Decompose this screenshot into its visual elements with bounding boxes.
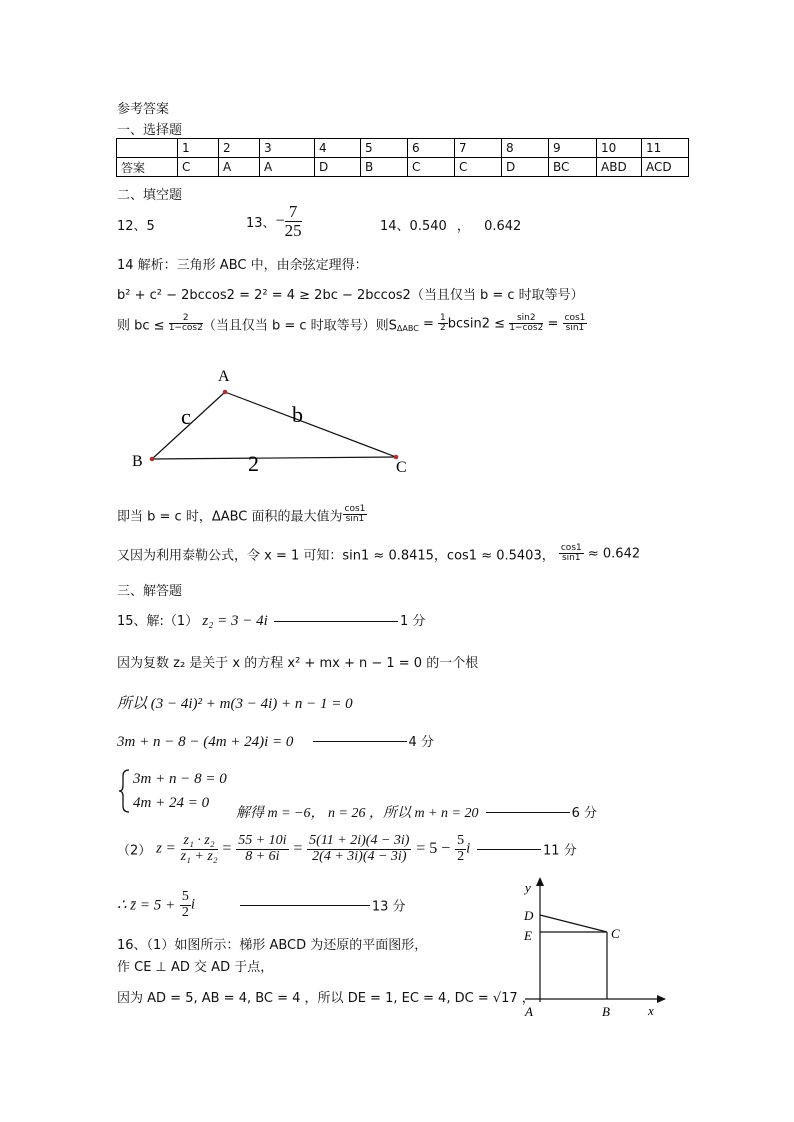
eq2-part-c: = <box>418 316 438 332</box>
fraction-numerator: 5(11 + 2i)(4 − 3i) <box>309 833 410 848</box>
eq2-fraction-4 <box>563 314 588 334</box>
eq2-part-e: = <box>547 316 559 332</box>
q14-equation-1: b² + c² − 2bccos2 = 2² = 4 ≥ 2bc − 2bccos2（当且仅当 b = c 时取等号） <box>117 288 584 303</box>
q14-taylor <box>117 544 640 564</box>
fraction-denominator: 1−cos2 <box>168 323 203 334</box>
y-axis-label: y <box>525 880 531 895</box>
table-cell: 6 <box>408 139 455 158</box>
fraction-denominator: sin1 <box>561 553 581 564</box>
table-cell: 5 <box>361 139 408 158</box>
table-cell: 10 <box>597 139 642 158</box>
eq2-part-b: （当且仅当 b = c 时取等号）则S <box>202 318 397 334</box>
score-dash <box>477 849 541 850</box>
q15-score-1: 1 分 <box>399 614 426 629</box>
q13-answer <box>246 203 302 240</box>
fraction-denominator: 2 <box>439 323 446 334</box>
fraction-denominator: 25 <box>284 220 302 240</box>
q14-conclusion <box>117 505 367 525</box>
segment-dc <box>540 915 607 932</box>
table-cell: C <box>178 158 219 177</box>
fraction-numerator: 2 <box>169 314 203 324</box>
table-cell: A <box>260 158 315 177</box>
fraction-numerator: 7 <box>285 203 302 222</box>
q14-answer <box>380 215 521 234</box>
table-cell: D <box>502 158 549 177</box>
point-d-label: D <box>524 908 534 923</box>
q15-part-2 <box>117 834 577 864</box>
table-row-label: 答案 <box>117 158 178 177</box>
x-axis-label: x <box>648 1003 654 1018</box>
equals-sign: = <box>222 840 232 858</box>
q15-fraction-4 <box>455 834 466 864</box>
fraction-numerator: cos1 <box>344 504 366 514</box>
vertex-b-dot <box>150 457 155 462</box>
fraction-denominator: 2 <box>457 848 465 864</box>
table-cell: 1 <box>178 139 219 158</box>
taylor-text: 又因为利用泰勒公式，令 x = 1 可知：sin1 ≈ 0.8415，cos1 ≈ 0.5403， <box>117 548 555 564</box>
eq2-fraction-1 <box>169 314 203 334</box>
table-cell: 7 <box>455 139 502 158</box>
taylor-result: ≈ 0.642 <box>587 546 641 562</box>
section-heading-fill: 二、填空题 <box>117 188 183 203</box>
fraction-numerator: cos1 <box>560 543 582 553</box>
q15-fraction-1 <box>181 834 218 864</box>
score-dash <box>313 741 407 742</box>
table-cell: BC <box>549 158 597 177</box>
side-b-label: b <box>292 402 303 427</box>
q15-fraction-2 <box>236 834 288 864</box>
q15-line-3: 所以 (3 − 4i)² + m(3 − 4i) + n − 1 = 0 <box>117 696 353 712</box>
q13-sign: − <box>275 212 285 230</box>
fraction-numerator: sin2 <box>509 314 543 324</box>
q16-line-3: 因为 AD = 5, AB = 4, BC = 4 ，所以 DE = 1, EC = 4, DC = √17 ， <box>117 991 535 1006</box>
q15-score-6: 6 分 <box>571 806 597 821</box>
q15-conj-fraction <box>180 890 191 920</box>
q15-intro: 15、解:（1） <box>117 614 199 629</box>
taylor-fraction <box>559 544 584 564</box>
q15-fraction-3 <box>307 834 411 864</box>
table-cell: B <box>361 158 408 177</box>
eq2-part-a: 则 bc ≤ <box>117 318 165 334</box>
point-a-label: A <box>525 1004 533 1019</box>
q15-result-text: = 5 − <box>416 840 451 858</box>
point-c-label: C <box>611 926 620 941</box>
left-brace-icon <box>118 768 132 814</box>
table-cell: 4 <box>315 139 361 158</box>
q15-z2: z₂ = 3 − 4i <box>202 613 268 629</box>
imaginary-unit: i <box>190 896 196 913</box>
q14-equation-2 <box>117 314 587 334</box>
fraction-numerator: z₁ · z₂ <box>181 834 218 850</box>
q15-solution <box>236 802 597 822</box>
table-cell: ACD <box>642 158 689 177</box>
table-cell: C <box>455 158 502 177</box>
fraction-numerator: 5 <box>457 833 465 848</box>
table-cell: C <box>408 158 455 177</box>
vertex-a-dot <box>223 390 228 395</box>
eq2-subscript: ΔABC <box>396 324 419 334</box>
q15-conj-text: ∴ z̄ = 5 + <box>117 897 176 914</box>
table-cell: A <box>219 158 260 177</box>
fraction-denominator: 2(4 + 3i)(4 − 3i) <box>312 848 407 864</box>
table-row-numbers <box>117 139 689 158</box>
x-axis-arrow-icon <box>657 995 666 1003</box>
imaginary-unit: i <box>466 840 471 857</box>
fraction-numerator: cos1 <box>564 313 586 323</box>
score-dash <box>240 905 370 906</box>
eq2-part-d: bcsin2 ≤ <box>447 316 506 332</box>
q15-system-eq-1: 3m + n − 8 = 0 <box>133 771 227 787</box>
page-title: 参考答案 <box>117 102 170 117</box>
q12-answer: 12、5 <box>117 219 155 234</box>
conclusion-fraction <box>343 505 368 525</box>
point-e-label: E <box>524 928 532 943</box>
q13-label: 13、 <box>246 215 276 231</box>
q15-score-11: 11 分 <box>543 843 577 859</box>
table-cell: ABD <box>597 158 642 177</box>
table-cell: 3 <box>260 139 315 158</box>
triangle-side-b <box>225 392 396 457</box>
fraction-numerator: 55 + 10i <box>238 833 287 848</box>
fraction-denominator: 8 + 6i <box>245 848 280 864</box>
q16-line-1: 16、（1）如图所示：梯形 ABCD 为还原的平面图形， <box>117 938 428 953</box>
q14-separator: ， <box>456 219 470 234</box>
q14-analysis-intro: 14 解析：三角形 ABC 中，由余弦定理得： <box>117 258 368 273</box>
q15-score-13: 13 分 <box>371 899 406 915</box>
table-row-answers <box>117 158 689 177</box>
point-b-label: B <box>602 1004 610 1019</box>
q15-score-4: 4 分 <box>408 735 434 750</box>
side-a-label: 2 <box>248 451 259 476</box>
score-dash <box>274 621 398 622</box>
table-cell: 2 <box>219 139 260 158</box>
table-cell: 11 <box>642 139 689 158</box>
y-axis-arrow-icon <box>536 877 544 886</box>
q15-line-2: 因为复数 z₂ 是关于 x 的方程 x² + mx + n − 1 = 0 的一个根 <box>117 656 479 671</box>
eq2-fraction-3 <box>509 314 543 334</box>
q14-value2: 0.642 <box>484 219 522 234</box>
q13-fraction <box>285 203 302 240</box>
triangle-side-a <box>152 457 396 459</box>
vertex-c-label: C <box>396 459 407 476</box>
table-cell: D <box>315 158 361 177</box>
part-2-label: （2） <box>117 843 152 859</box>
section-heading-choice: 一、选择题 <box>117 123 183 138</box>
side-c-label: c <box>181 404 191 429</box>
table-cell-empty <box>117 139 178 158</box>
q14-value1: 14、0.540 <box>380 219 447 234</box>
vertex-a-label: A <box>218 368 230 385</box>
q15-line-1 <box>117 610 425 630</box>
table-cell: 9 <box>549 139 597 158</box>
fraction-denominator: 2 <box>181 904 189 920</box>
fraction-denominator: sin1 <box>345 514 365 525</box>
score-dash <box>486 812 570 813</box>
fraction-denominator: sin1 <box>565 323 585 334</box>
trapezoid-figure <box>505 874 680 1022</box>
answer-table <box>116 138 689 177</box>
fraction-numerator: 5 <box>181 889 189 904</box>
conclusion-text: 即当 b = c 时，ΔABC 面积的最大值为 <box>117 509 343 525</box>
q16-line-2: 作 CE ⊥ AD 交 AD 于点， <box>117 960 274 975</box>
section-heading-solve: 三、解答题 <box>117 584 183 599</box>
q15-line-4 <box>117 731 434 751</box>
equals-sign: = <box>293 840 303 858</box>
q15-solve-text: 解得 m = −6， n = 26 ，所以 m + n = 20 <box>236 806 479 821</box>
q15-conjugate <box>117 890 406 920</box>
fraction-numerator: 1 <box>439 313 446 323</box>
eq2-fraction-2 <box>438 314 448 334</box>
q15-system-eq-2: 4m + 24 = 0 <box>133 795 210 811</box>
q15-z-label: z = <box>156 840 176 857</box>
fraction-denominator: z₁ + z₂ <box>180 848 218 864</box>
q15-equation: 3m + n − 8 − (4m + 24)i = 0 <box>117 734 294 750</box>
triangle-figure <box>120 358 420 483</box>
fraction-denominator: 1−cos2 <box>509 323 544 334</box>
table-cell: 8 <box>502 139 549 158</box>
vertex-b-label: B <box>132 453 143 470</box>
